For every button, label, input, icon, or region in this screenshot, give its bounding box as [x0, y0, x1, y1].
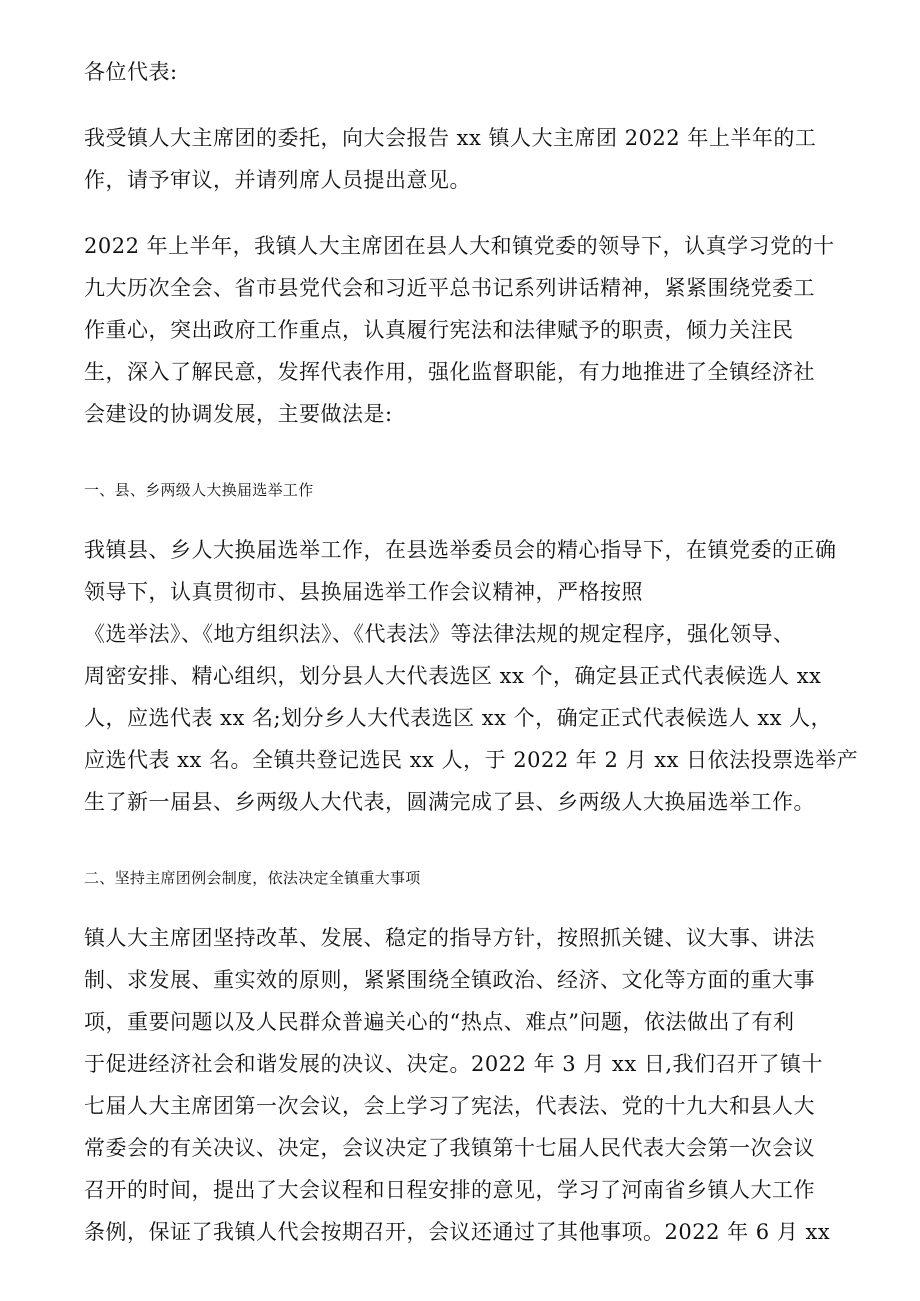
paragraph-line: 我镇县、乡人大换届选举工作，在县选举委员会的精心指导下，在镇党委的正确	[84, 538, 837, 562]
paragraph-line: 七届人大主席团第一次会议，会上学习了宪法，代表法、党的十九大和县人大	[84, 1094, 815, 1118]
paragraph-line: 2022 年上半年，我镇人大主席团在县人大和镇党委的领导下，认真学习党的十	[84, 234, 835, 258]
paragraph-line: 作，请予审议，并请列席人员提出意见。	[84, 168, 471, 192]
paragraph-line: 召开的时间，提出了大会议程和日程安排的意见，学习了河南省乡镇人大工作	[84, 1178, 815, 1202]
paragraph-line: 周密安排、精心组织，划分县人大代表选区 xx 个，确定县正式代表候选人 xx	[84, 664, 822, 688]
paragraph-line: 镇人大主席团坚持改革、发展、稳定的指导方针，按照抓关键、议大事、讲法	[84, 926, 815, 950]
paragraph-line: 作重心，突出政府工作重点，认真履行宪法和法律赋予的职责，倾力关注民	[84, 318, 794, 342]
paragraph-line: 条例，保证了我镇人代会按期召开，会议还通过了其他事项。2022 年 6 月 xx	[84, 1220, 831, 1244]
paragraph-line: 会建设的协调发展，主要做法是:	[84, 402, 393, 426]
paragraph-line: 九大历次全会、省市县党代会和习近平总书记系列讲话精神，紧紧围绕党委工	[84, 276, 815, 300]
paragraph-line: 常委会的有关决议、决定，会议决定了我镇第十七届人民代表大会第一次会议	[84, 1136, 815, 1160]
paragraph-line: 领导下，认真贯彻市、县换届选举工作会议精神，严格按照	[84, 580, 643, 604]
section-heading-2: 二、坚持主席团例会制度，依法决定全镇重大事项	[84, 869, 421, 887]
greeting: 各位代表:	[84, 60, 178, 84]
paragraph-line: 生了新一届县、乡两级人大代表，圆满完成了县、乡两级人大换届选举工作。	[84, 790, 815, 814]
paragraph-line: 生，深入了解民意，发挥代表作用，强化监督职能，有力地推进了全镇经济社	[84, 360, 815, 384]
paragraph-line: 于促进经济社会和谐发展的决议、决定。2022 年 3 月 xx 日,我们召开了镇十	[84, 1052, 824, 1076]
paragraph-line: 应选代表 xx 名。全镇共登记选民 xx 人，于 2022 年 2 月 xx 日依法投票选举产	[84, 748, 859, 772]
paragraph-line: 项，重要问题以及人民群众普遍关心的“热点、难点”问题，依法做出了有利	[84, 1010, 795, 1034]
paragraph-line: 我受镇人大主席团的委托，向大会报告 xx 镇人大主席团 2022 年上半年的工	[84, 126, 817, 150]
section-heading-1: 一、县、乡两级人大换届选举工作	[84, 481, 314, 499]
paragraph-line: 《选举法》、《地方组织法》、《代表法》等法律法规的规定程序，强化领导、	[84, 622, 795, 646]
paragraph-line: 人，应选代表 xx 名;划分乡人大代表选区 xx 个，确定正式代表候选人 xx 人，	[84, 706, 833, 730]
paragraph-line: 制、求发展、重实效的原则，紧紧围绕全镇政治、经济、文化等方面的重大事	[84, 968, 815, 992]
